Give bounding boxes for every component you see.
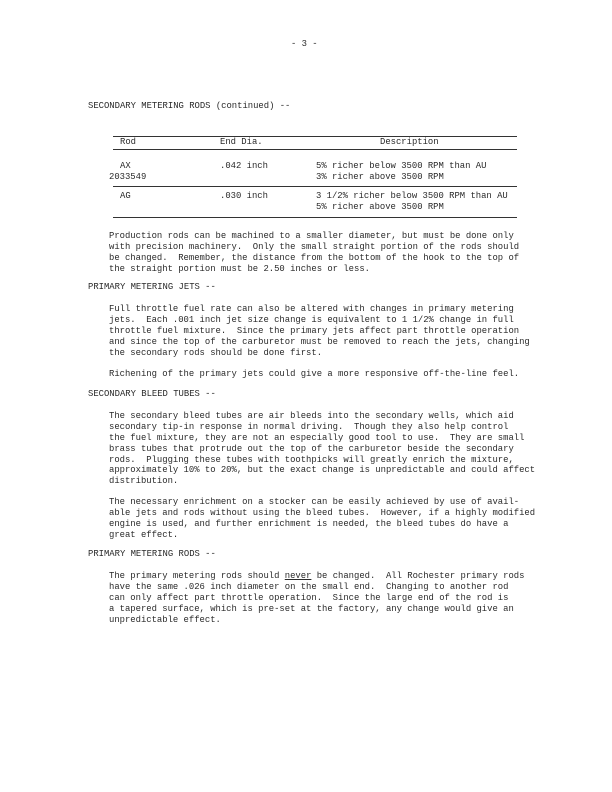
description-cell: 3 1/2% richer below 3500 RPM than AU [316,191,508,201]
text-line: rods. Plugging these tubes with toothpicks will greatly enrich the mixture, [109,454,514,465]
text-line: the fuel mixture, they are not an especially good tool to use. They are small [109,432,525,443]
text-line: great effect. [109,529,179,540]
column-header-end-dia: End Dia. [220,137,263,147]
end-dia-cell: .030 inch [220,191,268,201]
text-line [109,571,524,582]
text-line: engine is used, and further enrichment is needed, the bleed tubes do have a [109,518,509,529]
section-heading-primary-metering-rods: PRIMARY METERING RODS -- [88,549,216,559]
text-line: with precision machinery. Only the small straight portion of the rods should [109,241,520,252]
text-line: throttle fuel mixture. Since the primary jets affect part throttle operation [109,325,520,336]
table-rule [113,186,517,187]
description-cell: 5% richer above 3500 RPM [316,202,444,212]
text-segment: The primary metering rods should [109,571,285,581]
text-line: able jets and rods without using the bleed tubes. However, if a highly modified [109,507,536,518]
end-dia-cell: .042 inch [220,161,268,171]
section-heading-secondary-bleed-tubes: SECONDARY BLEED TUBES -- [88,389,216,399]
text-line: can only affect part throttle operation. Since the large end of the rod is [109,592,509,603]
text-line: The secondary bleed tubes are air bleeds into the secondary wells, which aid [109,411,514,421]
text-segment: be changed. All Rochester primary rods [311,571,525,581]
page-number: - 3 - [291,39,318,49]
text-line: Production rods can be machined to a smaller diameter, but must be done only [109,231,514,241]
paragraph-bleed-tubes [109,411,535,487]
paragraph-enrichment [109,497,535,541]
text-line: jets. Each .001 inch jet size change is equivalent to 1 1/2% change in full [109,314,514,325]
section-heading-secondary-metering-rods: SECONDARY METERING RODS (continued) -- [88,101,291,111]
column-header-description: Description [380,137,439,147]
section-heading-primary-metering-jets: PRIMARY METERING JETS -- [88,282,216,292]
rod-cell: AG [120,191,131,201]
rod-cell: AX [120,161,131,171]
text-line: distribution. [109,476,179,487]
table-rule [113,136,517,137]
text-line: approximately 10% to 20%, but the exact change is unpredictable and could affect [109,465,536,476]
paragraph-jets [109,304,530,358]
text-line: secondary tip-in response in normal driving. Though they also help control [109,421,509,432]
paragraph-production-rods [109,231,519,275]
description-cell: 5% richer below 3500 RPM than AU [316,161,487,171]
table-rule [113,217,517,218]
rod-part-number: 2033549 [109,172,147,182]
text-line: unpredictable effect. [109,614,221,625]
emphasis-never: never [284,571,312,581]
text-line: the secondary rods should be done first. [109,347,323,358]
column-header-rod: Rod [120,137,136,147]
paragraph-richening: Richening of the primary jets could give a more responsive off-the-line feel. [109,369,520,379]
table-rule [113,149,517,150]
text-line: brass tubes that protrude out the top of the carburetor beside the secondary [109,443,514,454]
text-line: Full throttle fuel rate can also be altered with changes in primary metering [109,304,514,314]
description-cell: 3% richer above 3500 RPM [316,172,444,182]
text-line: have the same .026 inch diameter on the small end. Changing to another rod [109,581,509,592]
paragraph-primary-rods [109,571,524,625]
text-line: the straight portion must be 2.50 inches or less. [109,263,370,274]
text-line: The necessary enrichment on a stocker can be easily achieved by use of avail- [109,497,520,507]
text-line: a tapered surface, which is pre-set at the factory, any change would give an [109,603,514,614]
text-line: be changed. Remember, the distance from the bottom of the hook to the top of [109,252,520,263]
text-line: and since the top of the carburetor must be removed to reach the jets, changing [109,336,530,347]
